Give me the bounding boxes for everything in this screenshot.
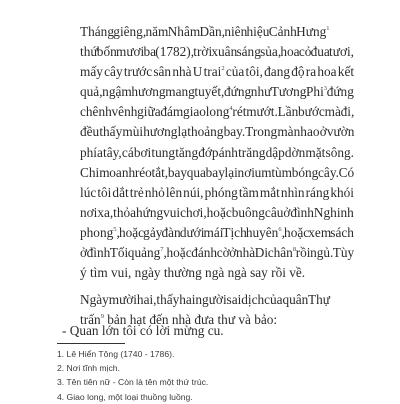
text-line [56, 163, 354, 183]
text-line [56, 290, 354, 310]
text-line [56, 22, 354, 42]
text-line [56, 203, 354, 223]
text-line [56, 243, 354, 263]
text-line [56, 223, 354, 243]
footnote-1: 1. Lê Hiển Tông (1740 - 1786). [57, 349, 175, 359]
footnote-marker: 5 [113, 225, 117, 233]
text-run: nơi xa, thỏa hứng vui chơi, hoặc buông câu ở đình Nghinh [80, 204, 354, 220]
text-line [56, 122, 354, 142]
text-line [56, 263, 354, 283]
footnotes [57, 347, 357, 404]
text-run: phong [80, 224, 114, 240]
text-run: mấy cây trước sân nhà U trai [80, 64, 222, 80]
text-run: đều thấy mùi hương lạ thoảng bay. Trong mành ao ở vườn [80, 124, 355, 140]
text-run: Ngày mười hai, thấy hai người sai dịch của quân Thự [80, 292, 330, 308]
text-run: bản hạt đến nhà đưa thư và bảo: [103, 312, 278, 328]
dialogue-line: - Quan lớn tôi có lời mừng cu. [62, 323, 224, 338]
text-run: ở đình Tối quảng [80, 245, 161, 261]
text-run: lúc tôi dắt trẻ nhỏ lên núi, phóng tầm mắt nhìn ráng khói [80, 184, 354, 200]
footnote-marker: 9 [100, 313, 104, 321]
text-run: Chim oanh réo tắt, bay qua bay lại nơi um tùm bóng cây. Có [80, 164, 355, 180]
footnote-2: 2. Nơi tĩnh mịch. [57, 363, 120, 374]
text-run: rồi ngủ. Tùy [296, 245, 355, 261]
text-run: chênh vênh giữa đám giao long [80, 104, 230, 120]
footnote-marker: 8 [292, 246, 297, 254]
footnote-divider [57, 343, 125, 344]
text-line [56, 143, 354, 163]
text-run: Tháng giêng, năm Nhâm Dần, niên hiệu Cảnh Hưng [80, 24, 327, 39]
text-run: rét mướt. Lần bước mà đi, [232, 104, 355, 120]
text-run: quả, ngậm hương mang tuyết, đứng như Tương Phi [80, 84, 324, 100]
text-run: thứ bốn mươi ba (1782), trời xuân sáng sủa, hoa cỏ đua tươi, [80, 44, 355, 60]
footnote-marker: 6 [278, 225, 282, 233]
text-run: , hoặc gảy đàn dưới mái Tịch huyên [116, 224, 279, 240]
footnote-3: 3. Tên tiên nữ - Còn là tên một thứ trúc. [57, 377, 209, 388]
paragraph-1 [56, 22, 354, 283]
footnote-marker: 4 [229, 105, 233, 113]
text-run: của tôi, đang độ ra hoa kết [224, 64, 355, 80]
text-run: , hoặc xem sách [281, 224, 354, 240]
footnote-4: 4. Giao long, một loại thuồng luồng. [57, 391, 193, 402]
text-line [56, 183, 354, 203]
text-run: , hoặc đánh cờ ở nhà Di chân [163, 245, 293, 261]
text-line [56, 102, 354, 122]
text-run: phía tây, cá bơi tung tăng đớp ánh trăng dập dờn mặt sông. [80, 144, 354, 160]
footnote-marker: 2 [221, 65, 225, 73]
text-run: ý tìm vui, ngày thường ngà ngà say rồi về. [80, 265, 306, 281]
footnote-marker: 7 [160, 246, 164, 254]
text-run: đứng [327, 84, 354, 100]
footnote-marker: 3 [323, 85, 328, 93]
main-text [56, 22, 354, 330]
footnote-marker: 1 [326, 25, 330, 32]
text-run: trấn [80, 312, 101, 328]
text-line [56, 82, 354, 102]
text-line [56, 42, 354, 62]
text-line [56, 62, 354, 82]
